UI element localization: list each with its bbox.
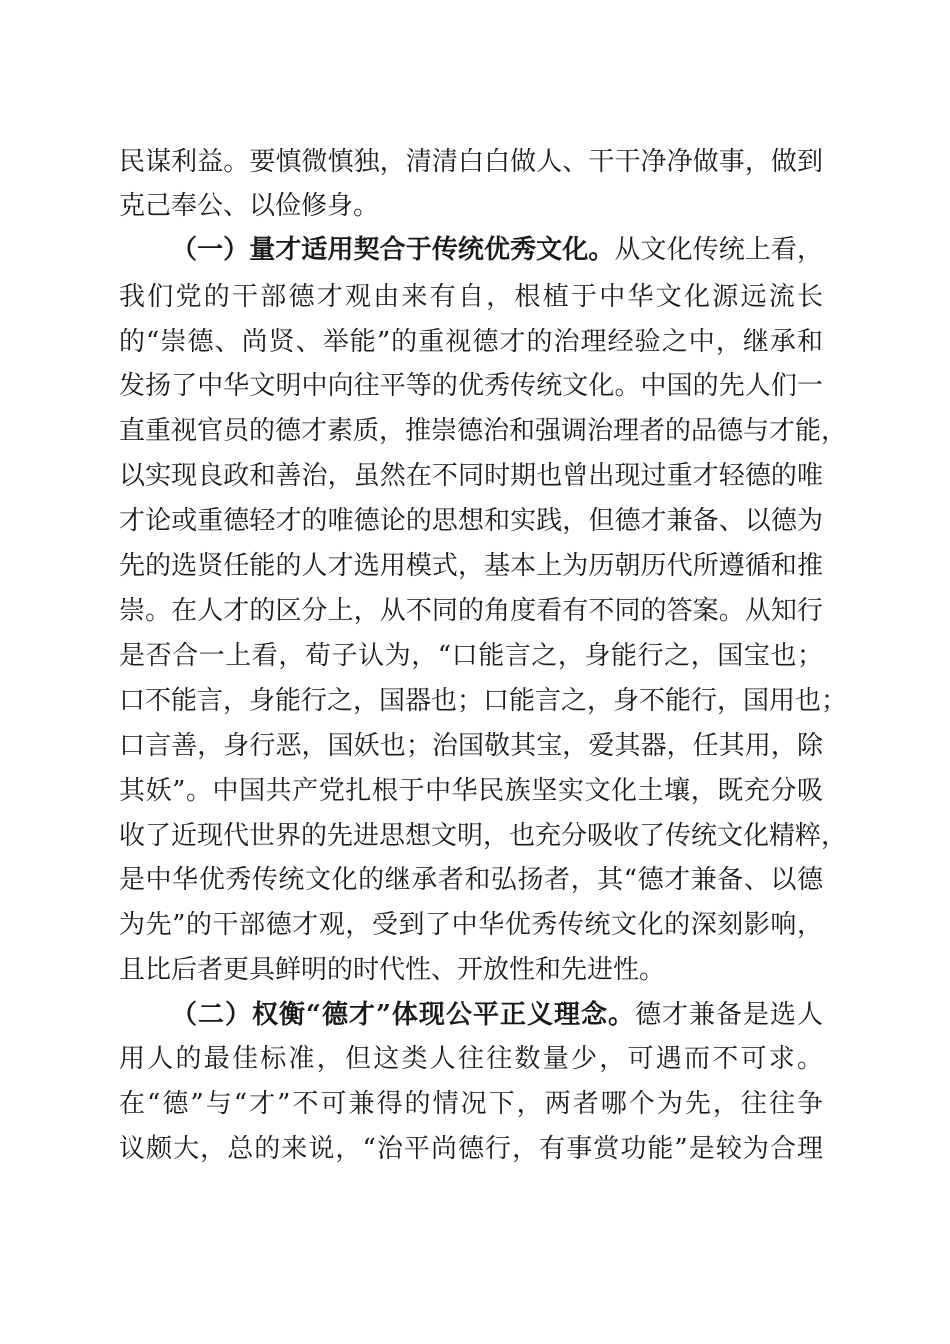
text-line: 民谋利益。要慎微慎独，清清白白做人、干干净净做事，做到 [119, 147, 823, 177]
text-line: 克己奉公、以俭修身。 [119, 191, 380, 221]
text-line: 直重视官员的德才素质，推崇德治和强调治理者的品德与才能， [119, 416, 848, 446]
text-line: 议颇大，总的来说，“治平尚德行，有事赏功能”是较为合理 [119, 1134, 823, 1164]
text-line: 在“德”与“才”不可兼得的情况下，两者哪个为先，往往争 [119, 1089, 823, 1119]
text-line: 崇。在人才的区分上，从不同的角度看有不同的答案。从知行 [119, 596, 823, 626]
section-heading: （二）权衡“德才”体现公平正义理念。 [171, 1000, 635, 1030]
text-span: 德才兼备是选人 [634, 1000, 823, 1030]
text-line: 是中华优秀传统文化的继承者和弘扬者，其“德才兼备、以德 [119, 865, 823, 895]
text-line: 我们党的干部德才观由来有自，根植于中华文化源远流长 [119, 282, 823, 312]
section-heading: （一）量才适用契合于传统优秀文化。 [171, 235, 615, 265]
text-span: 从文化传统上看， [614, 235, 823, 265]
text-line: 且比后者更具鲜明的时代性、开放性和先进性。 [119, 955, 666, 985]
text-line: 以实现良政和善治，虽然在不同时期也曾出现过重才轻德的唯 [119, 461, 823, 491]
text-line: 是否合一上看，荀子认为，“口能言之，身能行之，国宝也； [119, 641, 823, 671]
text-line: 先的选贤任能的人才选用模式，基本上为历朝历代所遵循和推 [119, 551, 823, 581]
text-line: 口言善，身行恶，国妖也；治国敬其宝，爱其器，任其用，除 [119, 731, 823, 761]
text-line: 用人的最佳标准，但这类人往往数量少，可遇而不可求。 [119, 1044, 823, 1074]
text-line: 收了近现代世界的先进思想文明，也充分吸收了传统文化精粹， [119, 821, 848, 851]
section-first-line [171, 228, 823, 272]
text-line: 口不能言，身能行之，国器也；口能言之，身不能行，国用也； [119, 686, 848, 716]
text-line: 才论或重德轻才的唯德论的思想和实践，但德才兼备、以德为 [119, 506, 823, 536]
text-line: 其妖”。中国共产党扎根于中华民族坚实文化土壤，既充分吸 [119, 776, 823, 806]
text-line: 为先”的干部德才观，受到了中华优秀传统文化的深刻影响， [119, 910, 823, 940]
text-line: 的“崇德、尚贤、举能”的重视德才的治理经验之中，继承和 [119, 327, 823, 357]
section-first-line [171, 993, 823, 1037]
text-line: 发扬了中华文明中向往平等的优秀传统文化。中国的先人们一 [119, 371, 823, 401]
